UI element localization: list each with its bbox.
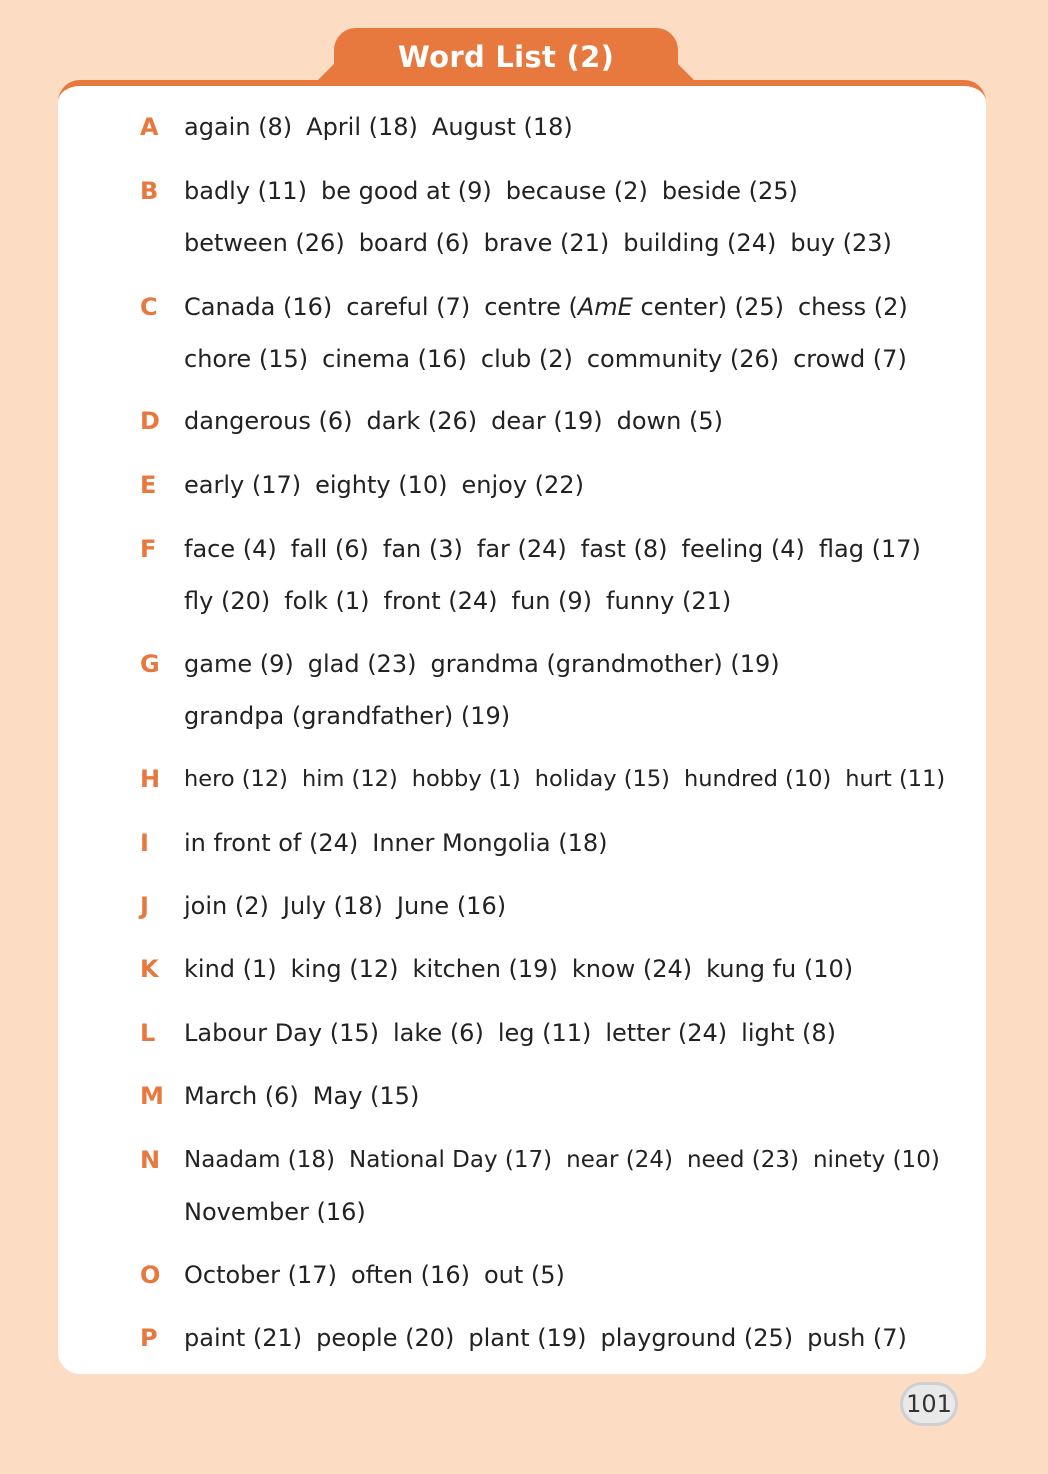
word-line xyxy=(184,891,520,921)
word-entry: fun (9) xyxy=(511,587,593,615)
word-entry: crowd (7) xyxy=(793,345,907,373)
section-letter: P xyxy=(140,1324,158,1352)
word-entry: push (7) xyxy=(807,1324,907,1352)
word-entry: chore (15) xyxy=(184,345,309,373)
word-entry: October (17) xyxy=(184,1261,337,1289)
word-line xyxy=(184,228,906,258)
word-entry: Canada (16) xyxy=(184,293,333,321)
word-entry: in front of (24) xyxy=(184,829,359,857)
word-line xyxy=(184,701,524,731)
word-entry: people (20) xyxy=(316,1324,455,1352)
word-entry: know (24) xyxy=(571,955,693,983)
word-line xyxy=(184,176,812,206)
section-letter: C xyxy=(140,293,158,321)
word-line xyxy=(184,1260,579,1290)
section-letter: A xyxy=(140,113,159,141)
word-entry: king (12) xyxy=(290,955,399,983)
word-entry: fall (6) xyxy=(290,535,369,563)
page-title: Word List (2) xyxy=(397,40,615,74)
word-entry: flag (17) xyxy=(818,535,921,563)
word-entry: kind (1) xyxy=(184,955,277,983)
section-letter: J xyxy=(140,892,149,920)
word-entry: ninety (10) xyxy=(812,1147,940,1173)
word-entry: again (8) xyxy=(184,113,293,141)
word-entry: Labour Day (15) xyxy=(184,1019,379,1047)
word-line xyxy=(184,344,921,374)
word-entry: badly (11) xyxy=(184,177,307,205)
word-line xyxy=(184,586,745,616)
word-entry: hundred (10) xyxy=(683,766,832,792)
word-entry: paint (21) xyxy=(184,1324,303,1352)
word-entry: buy (23) xyxy=(790,229,892,257)
word-line xyxy=(184,1323,921,1353)
word-line xyxy=(184,470,598,500)
word-line xyxy=(184,1145,954,1175)
word-entry: Inner Mongolia (18) xyxy=(372,829,608,857)
section-letter: N xyxy=(140,1146,161,1174)
word-entry: building (24) xyxy=(623,229,777,257)
word-entry: feeling (4) xyxy=(681,535,805,563)
word-line xyxy=(184,406,737,436)
word-entry: near (24) xyxy=(566,1147,673,1173)
word-entry: November (16) xyxy=(184,1198,366,1226)
word-entry: club (2) xyxy=(480,345,573,373)
word-entry: hero (12) xyxy=(184,766,288,792)
word-entry: dangerous (6) xyxy=(184,407,353,435)
page-number-text: 101 xyxy=(906,1390,952,1418)
word-entry: careful (7) xyxy=(346,293,471,321)
word-line xyxy=(184,954,867,984)
word-entry: between (26) xyxy=(184,229,345,257)
word-entry: beside (25) xyxy=(661,177,798,205)
word-entry: June (16) xyxy=(396,892,507,920)
word-entry: need (23) xyxy=(686,1147,799,1173)
word-entry: kitchen (19) xyxy=(412,955,558,983)
title-tab xyxy=(334,28,678,86)
word-entry: eighty (10) xyxy=(315,471,448,499)
word-entry: August (18) xyxy=(431,113,573,141)
word-entry: face (4) xyxy=(184,535,277,563)
word-entry: April (18) xyxy=(306,113,418,141)
section-letter: H xyxy=(140,765,161,793)
word-entry: kung fu (10) xyxy=(706,955,854,983)
word-entry: game (9) xyxy=(184,650,294,678)
word-entry: because (2) xyxy=(505,177,648,205)
section-letter: M xyxy=(140,1082,164,1110)
word-entry: far (24) xyxy=(476,535,567,563)
word-entry: hurt (11) xyxy=(845,766,946,792)
section-letter: B xyxy=(140,177,159,205)
word-entry: folk (1) xyxy=(284,587,370,615)
word-line xyxy=(184,534,935,564)
word-entry: Naadam (18) xyxy=(184,1147,336,1173)
word-entry: chess (2) xyxy=(797,293,908,321)
page-number xyxy=(900,1382,958,1426)
word-entry: grandpa (grandfather) (19) xyxy=(184,702,511,730)
word-line xyxy=(184,828,621,858)
word-entry: down (5) xyxy=(616,407,723,435)
word-entry: July (18) xyxy=(282,892,383,920)
word-entry: out (5) xyxy=(483,1261,565,1289)
word-entry: fast (8) xyxy=(580,535,668,563)
word-entry: dear (19) xyxy=(491,407,603,435)
word-entry: March (6) xyxy=(184,1082,299,1110)
word-entry: join (2) xyxy=(184,892,269,920)
word-entry: grandma (grandmother) (19) xyxy=(430,650,780,678)
word-entry: holiday (15) xyxy=(534,766,670,792)
word-entry: enjoy (22) xyxy=(461,471,584,499)
word-entry: front (24) xyxy=(383,587,498,615)
word-line xyxy=(184,764,959,794)
word-entry: plant (19) xyxy=(468,1324,587,1352)
section-letter: O xyxy=(140,1261,161,1289)
word-entry: National Day (17) xyxy=(349,1147,553,1173)
section-letter: K xyxy=(140,955,159,983)
word-entry: brave (21) xyxy=(483,229,610,257)
word-entry: dark (26) xyxy=(366,407,478,435)
section-letter: I xyxy=(140,829,149,857)
word-entry: playground (25) xyxy=(600,1324,794,1352)
word-entry: letter (24) xyxy=(605,1019,728,1047)
word-entry: glad (23) xyxy=(307,650,417,678)
word-line xyxy=(184,1197,380,1227)
word-entry: fly (20) xyxy=(184,587,271,615)
word-line xyxy=(184,1081,433,1111)
word-entry: community (26) xyxy=(586,345,780,373)
section-letter: G xyxy=(140,650,160,678)
word-entry: fan (3) xyxy=(382,535,463,563)
word-entry: funny (21) xyxy=(606,587,732,615)
section-letter: E xyxy=(140,471,157,499)
word-entry: early (17) xyxy=(184,471,302,499)
word-entry: leg (11) xyxy=(497,1019,592,1047)
word-line xyxy=(184,649,794,679)
word-entry: him (12) xyxy=(301,766,398,792)
word-entry: board (6) xyxy=(358,229,470,257)
word-line xyxy=(184,112,587,142)
word-entry: be good at (9) xyxy=(320,177,492,205)
word-entry: lake (6) xyxy=(393,1019,484,1047)
word-line xyxy=(184,292,922,322)
word-entry: cinema (16) xyxy=(322,345,467,373)
word-line xyxy=(184,1018,850,1048)
word-entry: May (15) xyxy=(312,1082,420,1110)
section-letter: L xyxy=(140,1019,156,1047)
word-entry: centre (AmE center) (25) xyxy=(484,293,784,321)
section-letter: F xyxy=(140,535,157,563)
word-entry: light (8) xyxy=(741,1019,836,1047)
section-letter: D xyxy=(140,407,160,435)
word-entry: often (16) xyxy=(350,1261,470,1289)
word-entry: hobby (1) xyxy=(411,766,521,792)
